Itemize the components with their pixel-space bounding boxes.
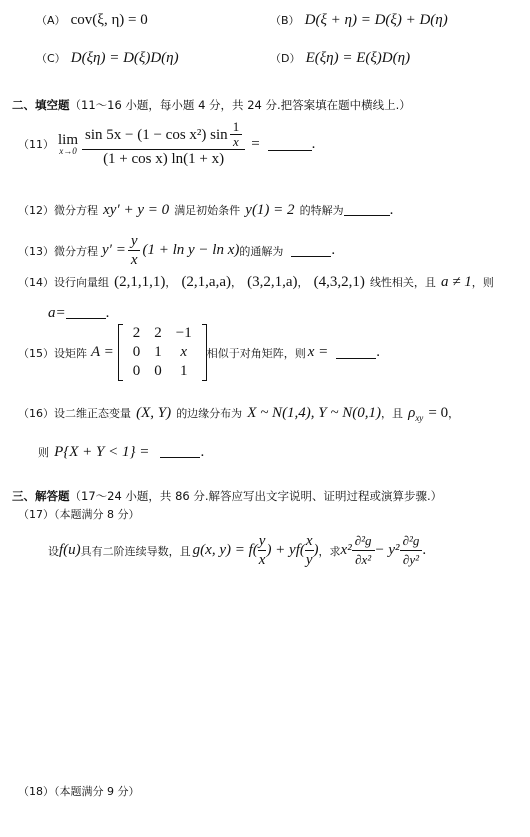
- q14-vector-3: (3,2,1,a): [247, 274, 298, 290]
- section-3-title: 三、解答题: [12, 489, 70, 503]
- matrix-cell: 1: [154, 344, 162, 360]
- q17-minus-y2: − y²: [374, 542, 400, 558]
- q17-end: .: [422, 542, 427, 558]
- q13-rhs: (1 + ln y − ln x): [142, 242, 240, 258]
- option-d-label: （D）: [270, 52, 301, 65]
- q11-inner-den: x: [233, 134, 239, 149]
- matrix-cell: 2: [132, 325, 141, 341]
- matrix-cell: 1: [180, 363, 188, 379]
- q15-text-2: 相似于对角矩阵，则: [206, 346, 306, 360]
- q13-fraction: [128, 232, 141, 269]
- q16-text-5: 则: [38, 446, 49, 459]
- q17-text-1: 设: [48, 544, 59, 558]
- matrix-cell: 0: [154, 363, 162, 379]
- q11-answer-blank: [268, 138, 312, 151]
- q11-limit: [58, 132, 78, 156]
- q13-frac-den: x: [130, 252, 138, 268]
- q13-lhs: y′ =: [102, 242, 126, 258]
- q14-text-3: ，则: [471, 276, 494, 289]
- q12-text-2: 满足初始条件: [174, 204, 241, 217]
- q14-vector-1: (2,1,1,1): [114, 274, 166, 290]
- q15-text-1: 设矩阵: [54, 346, 87, 360]
- q14-vector-4: (4,3,2,1): [313, 274, 365, 290]
- q17-partial-x: [352, 532, 375, 569]
- section-2-header: [12, 97, 411, 113]
- q17-frac-1: $\frac{y}{x}$: [258, 533, 266, 568]
- section-3-header: [12, 488, 442, 504]
- q13-label: （13）: [18, 244, 54, 258]
- option-b-expr: D(ξ + η) = D(ξ) + D(η): [304, 12, 448, 28]
- q16-vars: (X, Y): [136, 405, 172, 421]
- q17-x2: x²: [340, 542, 352, 558]
- q17-partial-y-num: ∂²g: [400, 532, 423, 551]
- q13-frac-num: y: [128, 232, 141, 251]
- q16-answer-blank: [160, 445, 200, 458]
- question-14-answer: a= .: [48, 305, 110, 321]
- question-11: （11） lim x→0 sin 5x − (1 − cos x²) sin $\frac{1}{x}$ (1 + cos x) ln(1 + x) = .: [18, 119, 316, 167]
- option-d: [270, 47, 410, 67]
- q15-answer-blank: [336, 346, 376, 359]
- question-15: （15） 设矩阵 A = 2 2 −1 0 1 x 0 0 1 相似于对角矩阵，则 x = .: [18, 325, 381, 379]
- matrix-cell: 0: [132, 363, 141, 379]
- q12-condition: y(1) = 2: [245, 202, 295, 218]
- q11-label: （11）: [18, 138, 54, 151]
- q12-text-1: 微分方程: [54, 204, 98, 217]
- section-3-desc: （17～24 小题，共 86 分.解答应写出文字说明、证明过程或演算步骤.）: [69, 489, 443, 503]
- q15-label: （15）: [18, 346, 54, 360]
- option-d-expr: E(ξη) = E(ξ)D(η): [305, 50, 411, 66]
- matrix-cell: −1: [175, 325, 192, 341]
- question-13: （13） 微分方程 y′ = $\frac{y}{x}$ (1 + ln y − ln x) 的通解为 .: [18, 233, 336, 268]
- option-c: [36, 47, 179, 67]
- q12-answer-blank: [344, 203, 390, 216]
- matrix-cell: 2: [154, 325, 162, 341]
- q11-equals: =: [251, 135, 260, 152]
- option-b: [270, 9, 448, 29]
- matrix-cell: x: [180, 344, 188, 360]
- q17-text-3: ，求: [318, 544, 341, 558]
- q13-text-1: 微分方程: [54, 244, 98, 258]
- q11-num-text: sin 5x − (1 − cos x²) sin: [85, 126, 228, 143]
- q11-inner-fraction: [230, 120, 243, 149]
- q14-answer-var: a=: [48, 305, 66, 321]
- q15-matrix: [118, 324, 207, 381]
- q16-probability: P{X + Y < 1} =: [54, 444, 150, 460]
- q16-rho-sub: xy: [415, 413, 424, 424]
- q16-text-1: 设二维正态变量: [54, 407, 131, 420]
- q17-g-end: ): [313, 542, 319, 558]
- q11-lim-sub: x→0: [59, 146, 77, 156]
- section-2-desc: （11～16 小题，每小题 4 分，共 24 分.把答案填在题中横线上.）: [69, 98, 411, 112]
- q14-label: （14）: [18, 276, 54, 289]
- q17-label: （17）（本题满分 8 分）: [18, 508, 140, 521]
- q11-lim: lim: [58, 132, 79, 148]
- q14-text-2: 线性相关，且: [369, 276, 436, 289]
- question-12: （12）微分方程 xy′ + y = 0 满足初始条件 y(1) = 2 的特解为 .: [18, 202, 394, 218]
- q12-label: （12）: [18, 204, 54, 217]
- q17-partial-x-den: ∂x²: [355, 552, 372, 567]
- q17-fu: f(u): [59, 542, 81, 558]
- matrix-cell: 0: [132, 344, 141, 360]
- q17-frac-2: $\frac{x}{y}$: [305, 533, 313, 568]
- q15-x: x =: [307, 344, 329, 360]
- q12-text-3: 的特解为: [299, 204, 344, 217]
- q14-answer-blank: [66, 306, 106, 319]
- q11-numerator: [82, 120, 245, 150]
- option-c-label: （C）: [36, 52, 66, 65]
- section-2-title: 二、填空题: [12, 98, 70, 112]
- option-b-label: （B）: [270, 14, 300, 27]
- q16-label: （16）: [18, 407, 54, 420]
- option-a-expr: cov(ξ, η) = 0: [70, 12, 148, 28]
- option-a: [36, 9, 148, 29]
- q16-text-3: ，且: [381, 407, 404, 420]
- q16-text-4: ，: [448, 407, 460, 420]
- q16-text-2: 的边缘分布为: [176, 407, 243, 420]
- q17-partial-x-num: ∂²g: [352, 532, 375, 551]
- question-16: [18, 402, 459, 423]
- q11-denominator: (1 + cos x) ln(1 + x): [103, 151, 225, 167]
- q12-equation: xy′ + y = 0: [103, 202, 170, 218]
- question-16-answer: 则 P{X + Y < 1} = .: [38, 444, 205, 460]
- question-17: [48, 532, 426, 569]
- q17-partial-y-den: ∂y²: [402, 552, 420, 567]
- q16-rho-value: = 0: [428, 405, 449, 421]
- q17-partial-y: [400, 532, 423, 569]
- q11-inner-num: 1: [230, 120, 243, 135]
- q14-condition: a ≠ 1: [441, 274, 472, 290]
- q16-rho: ρ: [408, 405, 416, 421]
- q16-distributions: X ~ N(1,4), Y ~ N(0,1): [247, 405, 382, 421]
- q17-g: g(x, y) = f(: [192, 542, 258, 558]
- question-14: （14）设行向量组 (2,1,1,1)， (2,1,a,a)， (3,2,1,a)， (4,3,2,1) 线性相关，且 a ≠ 1，则: [18, 274, 494, 290]
- q13-answer-blank: [291, 244, 331, 257]
- q15-matrix-name: A =: [91, 344, 114, 360]
- option-a-label: （A）: [36, 14, 66, 27]
- q14-vector-2: (2,1,a,a): [181, 274, 231, 290]
- q13-text-2: 的通解为: [239, 244, 284, 258]
- q14-text-1: 设行向量组: [54, 276, 109, 289]
- q11-fraction: [82, 120, 245, 168]
- q17-text-2: 具有二阶连续导数，且: [80, 544, 191, 558]
- q18-label: （18）（本题满分 9 分）: [18, 785, 140, 798]
- q17-g-mid: ) + yf(: [266, 542, 305, 558]
- option-c-expr: D(ξη) = D(ξ)D(η): [70, 50, 179, 66]
